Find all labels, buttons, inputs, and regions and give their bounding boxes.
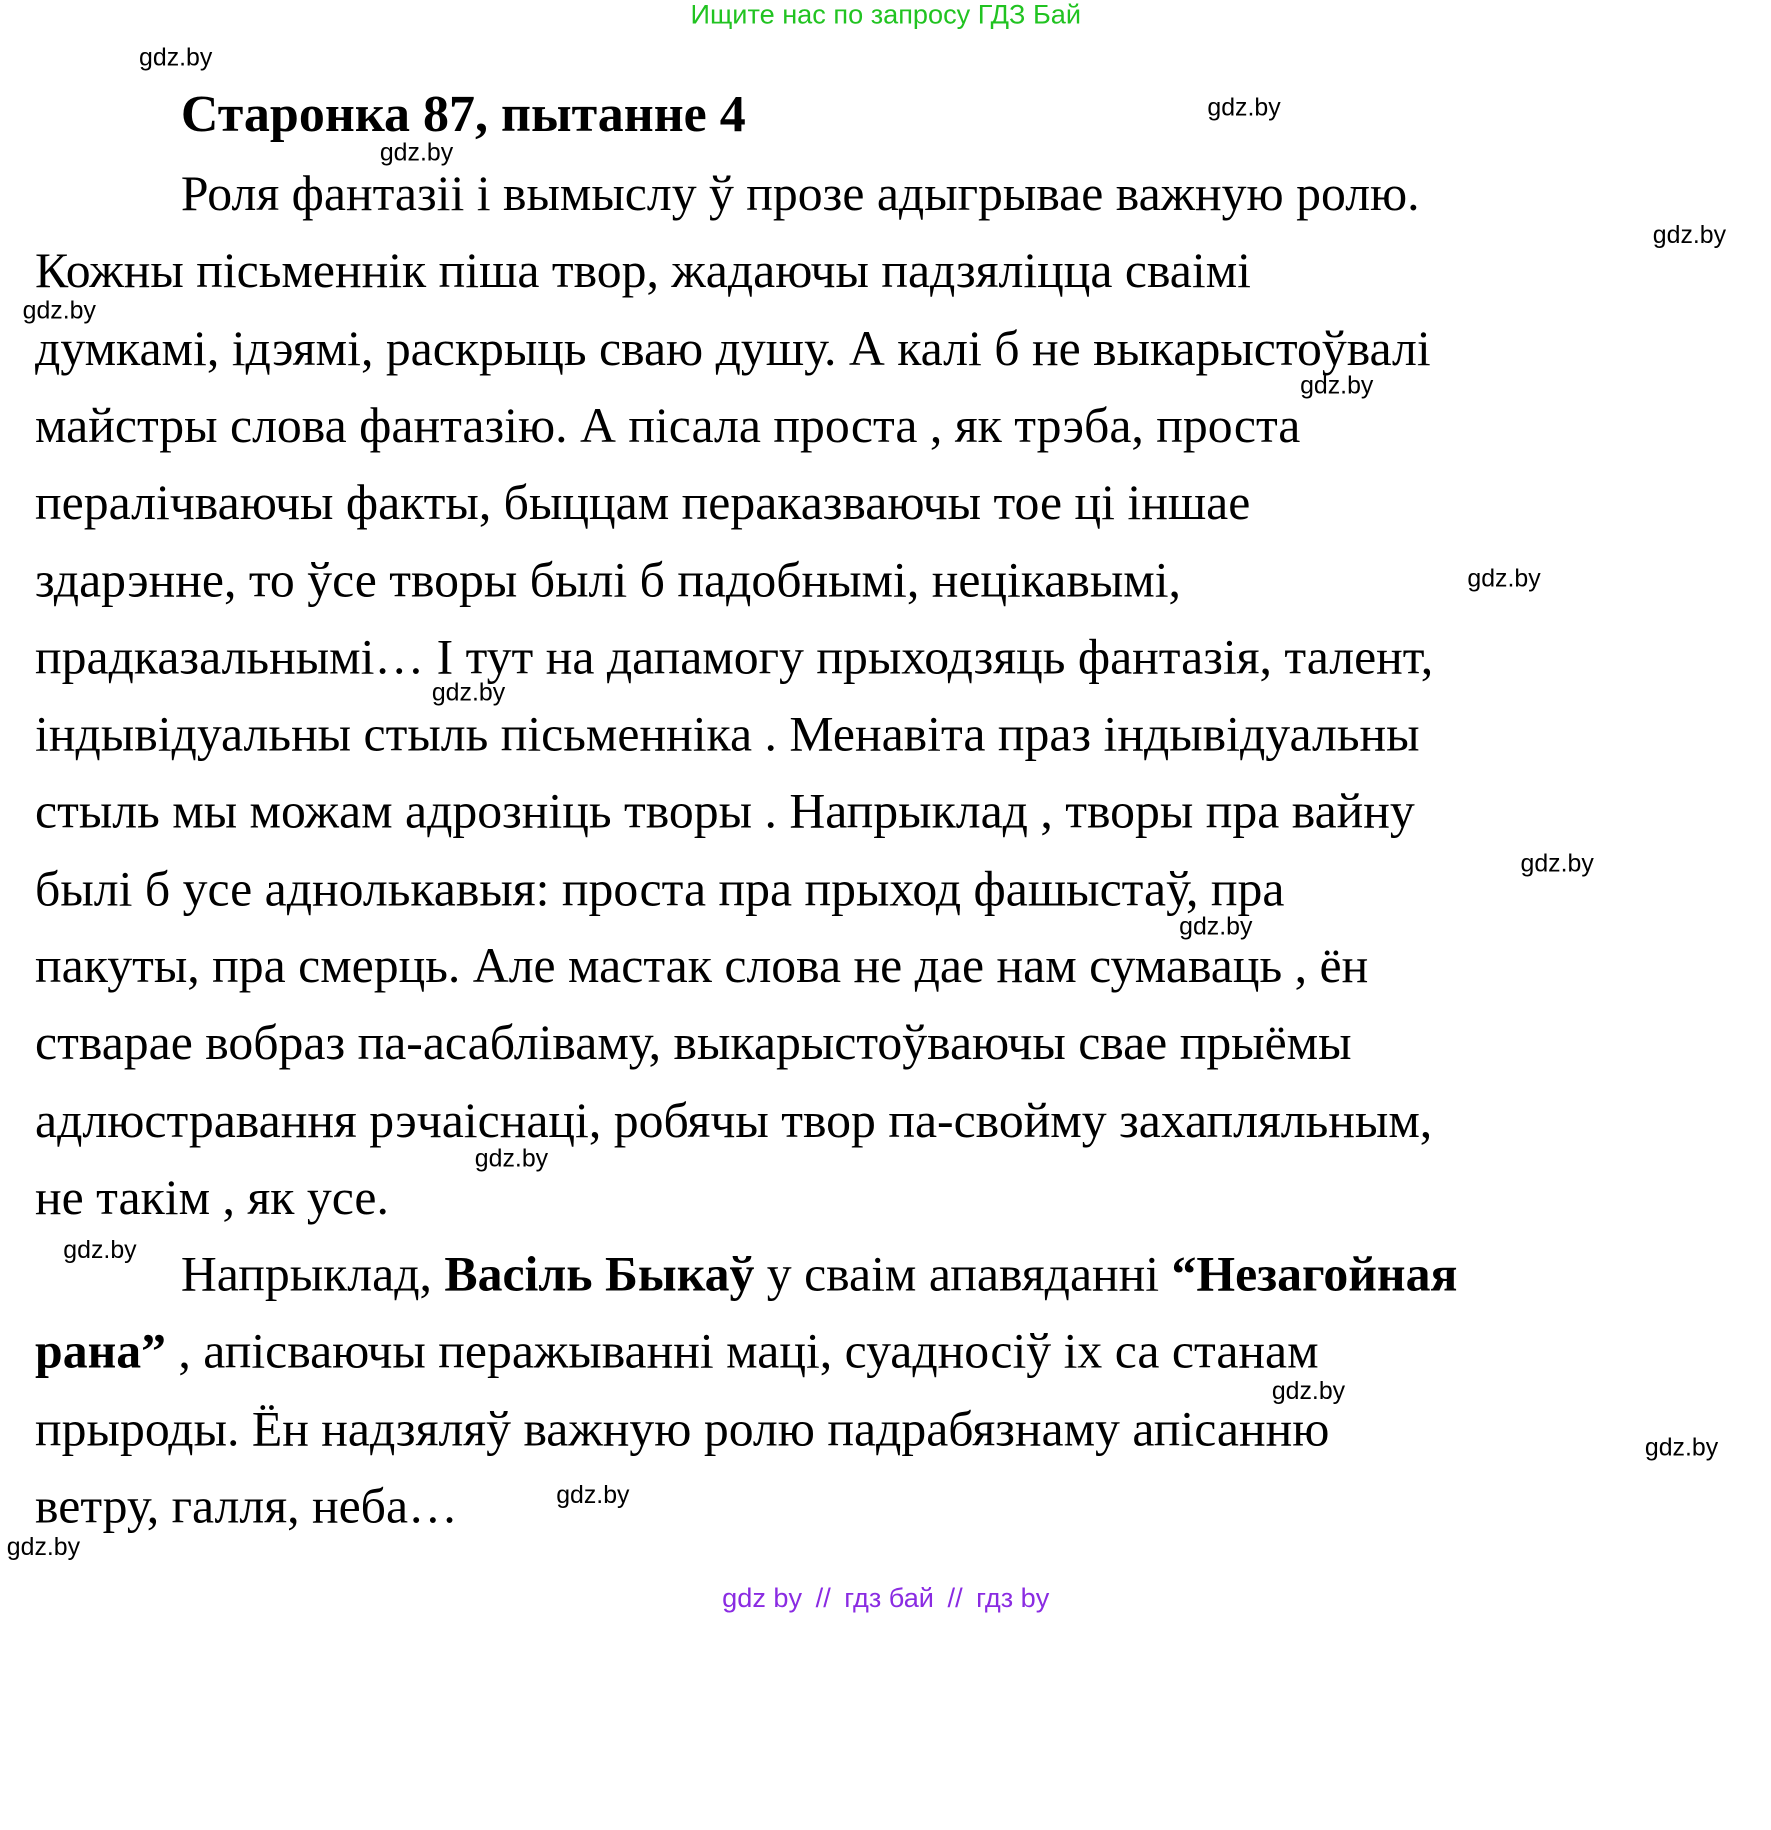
paragraph-1-line: Кожны пісьменнік піша твор, жадаючы падзяліцца сваімі — [35, 242, 1252, 299]
watermark: gdz.by — [1207, 92, 1281, 121]
paragraph-1-line: здарэнне, то ўсе творы былі б падобнымі, нецікавымі, — [35, 552, 1181, 609]
paragraph-1-line: думкамі, ідэямі, раскрыць сваю душу. А калі б не выкарыстоўвалі — [35, 320, 1431, 377]
paragraph-1-line: адлюстравання рэчаіснаці, робячы твор па-свойму захапляльным, — [35, 1092, 1433, 1149]
story-title: рана” — [35, 1323, 166, 1379]
footer-link[interactable]: gdz by — [722, 1583, 803, 1614]
paragraph-1-line: прадказальнымі… І тут на дапамогу прыходзяць фантазія, талент, — [35, 629, 1434, 685]
watermark: gdz.by — [63, 1235, 137, 1264]
footer-separator: // — [815, 1583, 831, 1614]
footer-link[interactable]: гдз бай — [844, 1583, 934, 1614]
watermark: gdz.by — [6, 1532, 81, 1561]
paragraph-1-line: індывідуальны стыль пісьменніка . Менавіта праз індывідуальны — [35, 706, 1420, 762]
paragraph-2-text: у сваім апавяданні — [754, 1246, 1172, 1302]
author-name: Васіль Быкаў — [444, 1246, 755, 1302]
watermark: gdz.by — [1300, 370, 1374, 399]
watermark: gdz.by — [1271, 1376, 1346, 1405]
story-title: “Незагойная — [1171, 1246, 1458, 1302]
watermark: gdz.by — [556, 1480, 630, 1509]
paragraph-1-line: стыль мы можам адрозніць творы . Напрыклад , творы пра вайну — [35, 783, 1415, 839]
paragraph-2-line — [181, 1245, 1457, 1304]
watermark: gdz.by — [1652, 220, 1727, 249]
paragraph-1-line: Роля фантазіі і вымыслу ў прозе адыгрывае важную ролю. — [180, 166, 1420, 222]
watermark: gdz.by — [1644, 1433, 1719, 1462]
watermark: gdz.by — [22, 296, 96, 325]
paragraph-2-text: Напрыклад, — [180, 1246, 445, 1302]
paragraph-1-line: пералічваючы факты, быццам пераказваючы тое ці іншае — [35, 474, 1251, 531]
watermark: gdz.by — [431, 678, 506, 707]
top-banner: Ищите нас по запросу ГДЗ Бай — [690, 0, 1082, 31]
paragraph-1-line: пакуты, пра смерць. Але мастак слова не дае нам сумаваць , ён — [35, 938, 1369, 994]
paragraph-1-line: не такім , як усе. — [35, 1169, 389, 1226]
watermark: gdz.by — [1179, 912, 1253, 941]
paragraph-2-line — [35, 1322, 1319, 1381]
paragraph-2-text: , апісваючы перажыванні маці, суадносіў іх са станам — [165, 1323, 1319, 1379]
footer — [0, 1582, 1771, 1616]
watermark: gdz.by — [1467, 563, 1541, 593]
footer-separator: // — [947, 1583, 963, 1614]
watermark: gdz.by — [379, 137, 454, 167]
paragraph-2-line: прыроды. Ён надзяляў важную ролю падрабязнаму апісанню — [35, 1401, 1330, 1457]
watermark: gdz.by — [1520, 848, 1594, 878]
paragraph-1-line: майстры слова фантазію. А пісала проста , як трэба, проста — [35, 397, 1301, 454]
footer-link[interactable]: гдз by — [976, 1583, 1050, 1614]
watermark: gdz.by — [474, 1143, 549, 1173]
paragraph-1-line: стварае вобраз па-асабліваму, выкарыстоўваючы свае прыёмы — [35, 1014, 1352, 1071]
paragraph-1-line: былі б усе аднолькавыя: проста пра прыход фашыстаў, пра — [35, 861, 1285, 917]
paragraph-2-line: ветру, галля, неба… — [35, 1478, 458, 1534]
page-title: Старонка 87, пытанне 4 — [180, 84, 746, 143]
watermark: gdz.by — [139, 42, 213, 72]
